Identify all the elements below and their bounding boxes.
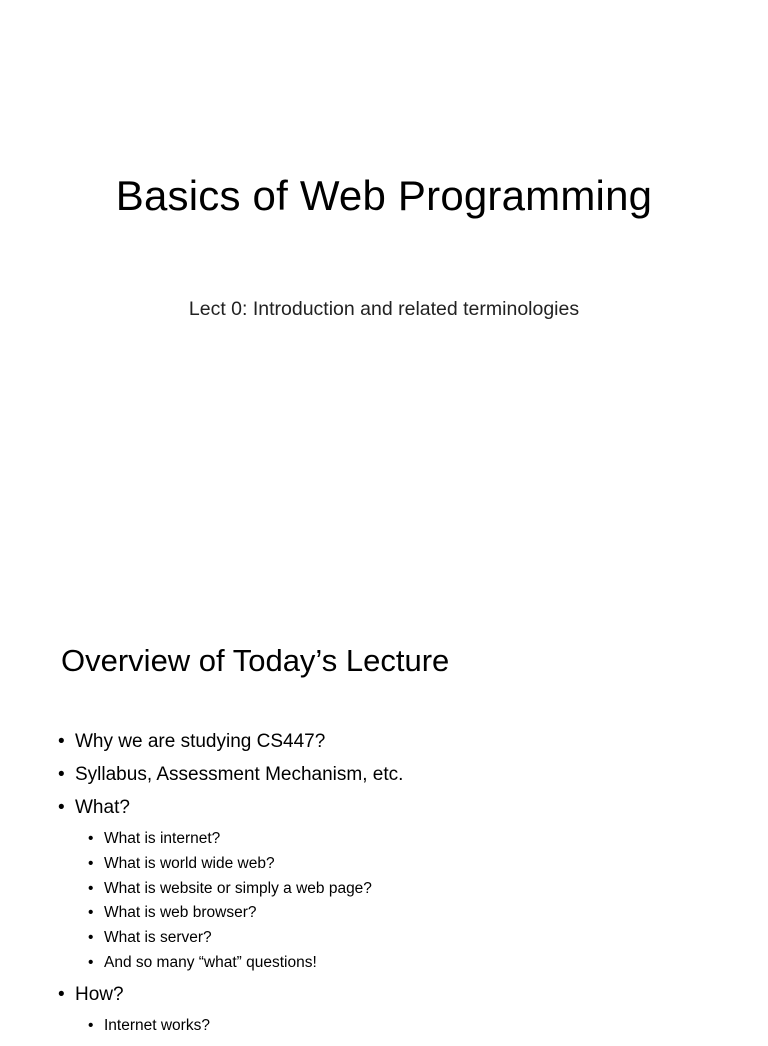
sub-bullet-item — [58, 854, 403, 874]
bullet-icon: • — [88, 1016, 94, 1034]
sub-bullet-group — [58, 829, 403, 973]
bullet-icon: • — [88, 953, 94, 971]
sub-bullet-text: What is world wide web? — [104, 854, 275, 872]
sub-bullet-text: And so many “what” questions! — [104, 953, 317, 971]
slide-subtitle: Lect 0: Introduction and related terminologies — [188, 298, 580, 320]
bullet-item — [58, 730, 403, 754]
bullet-icon: • — [58, 764, 65, 785]
slide-title: Basics of Web Programming — [115, 172, 653, 219]
sub-bullet-item — [58, 1016, 403, 1036]
bullet-icon: • — [88, 929, 94, 947]
bullet-icon: • — [88, 854, 94, 872]
sub-bullet-item — [58, 928, 403, 948]
bullet-text: Syllabus, Assessment Mechanism, etc. — [75, 764, 404, 785]
sub-bullet-text: What is website or simply a web page? — [104, 879, 372, 897]
bullet-item — [58, 983, 403, 1007]
sub-bullet-text: What is web browser? — [104, 904, 257, 922]
bullet-text: How? — [75, 983, 124, 1005]
bullet-text: Why we are studying CS447? — [75, 731, 326, 752]
bullet-item — [58, 796, 403, 820]
bullet-icon: • — [58, 731, 65, 752]
bullet-item — [58, 763, 403, 787]
sub-bullet-text: What is server? — [104, 929, 212, 947]
sub-bullet-text: Internet works? — [104, 1016, 210, 1034]
sub-bullet-item — [58, 829, 403, 849]
slide-heading: Overview of Today’s Lecture — [61, 643, 450, 678]
sub-bullet-item — [58, 953, 403, 973]
bullet-list — [58, 730, 403, 1046]
sub-bullet-list — [58, 1016, 403, 1036]
bullet-icon: • — [58, 983, 65, 1005]
sub-bullet-group — [58, 1016, 403, 1036]
bullet-icon: • — [88, 830, 94, 847]
sub-bullet-list — [58, 829, 403, 973]
bullet-icon: • — [88, 904, 94, 922]
bullet-text: What? — [75, 797, 130, 818]
overview-slide — [0, 576, 768, 1034]
sub-bullet-item — [58, 903, 403, 923]
bullet-icon: • — [88, 879, 94, 897]
sub-bullet-text: What is internet? — [104, 830, 221, 847]
bullet-icon: • — [58, 797, 65, 818]
sub-bullet-item — [58, 879, 403, 899]
